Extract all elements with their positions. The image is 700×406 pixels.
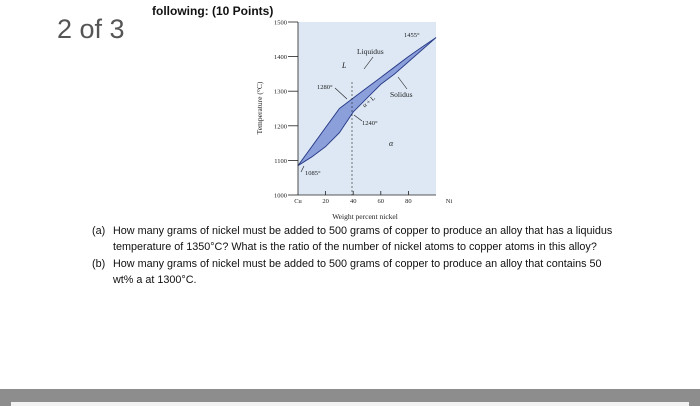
questions (92, 224, 622, 290)
bottom-bar-inner (11, 402, 689, 406)
label-liquidus: Liquidus (357, 47, 384, 56)
x-tick-label: 60 (377, 198, 385, 205)
question-b-label: (b) (92, 258, 106, 271)
label-alpha: α (389, 139, 394, 148)
question-heading: following: (10 Points) (152, 4, 274, 18)
label-1240: 1240° (362, 120, 378, 127)
label-1085: 1085° (305, 170, 321, 177)
y-tick-label: 1100 (274, 157, 287, 165)
label-L: L (342, 61, 347, 70)
label-solidus: Solidus (390, 90, 413, 99)
question-a-label: (a) (92, 225, 106, 237)
y-tick-label: 1500 (274, 19, 287, 27)
x-tick-label: 80 (405, 198, 412, 205)
question-b (92, 257, 622, 288)
y-tick-label: 1000 (274, 192, 287, 200)
y-axis-label: Temperature (°C) (255, 81, 264, 135)
x-tick-label: 40 (349, 198, 357, 205)
x-tick-label: Ni (445, 198, 453, 205)
page-counter: 2 of 3 (57, 14, 125, 44)
y-tick-label: 1300 (274, 88, 287, 96)
x-axis-label: Weight percent nickel (332, 212, 398, 221)
question-b-text: How many grams of nickel must be added to 500 grams of copper to produce an alloy that contains 50 wt% a at 1300°C. (113, 258, 602, 286)
label-1455: 1455° (404, 32, 420, 39)
x-tick-label: 20 (322, 198, 329, 205)
label-alpha-L: α + L (361, 94, 377, 110)
question-a (92, 224, 622, 255)
label-1280: 1280° (317, 84, 333, 91)
y-tick-label: 1400 (274, 54, 287, 62)
x-tick-label: Cu (294, 198, 302, 205)
question-a-text: How many grams of nickel must be added to 500 grams of copper to produce an alloy that has a liquidus temperature of 1350°C? What is the ratio of the number of nickel atoms to copper atoms in this alloy? (113, 225, 613, 253)
bottom-bar (0, 389, 700, 406)
y-tick-label: 1200 (274, 123, 287, 131)
